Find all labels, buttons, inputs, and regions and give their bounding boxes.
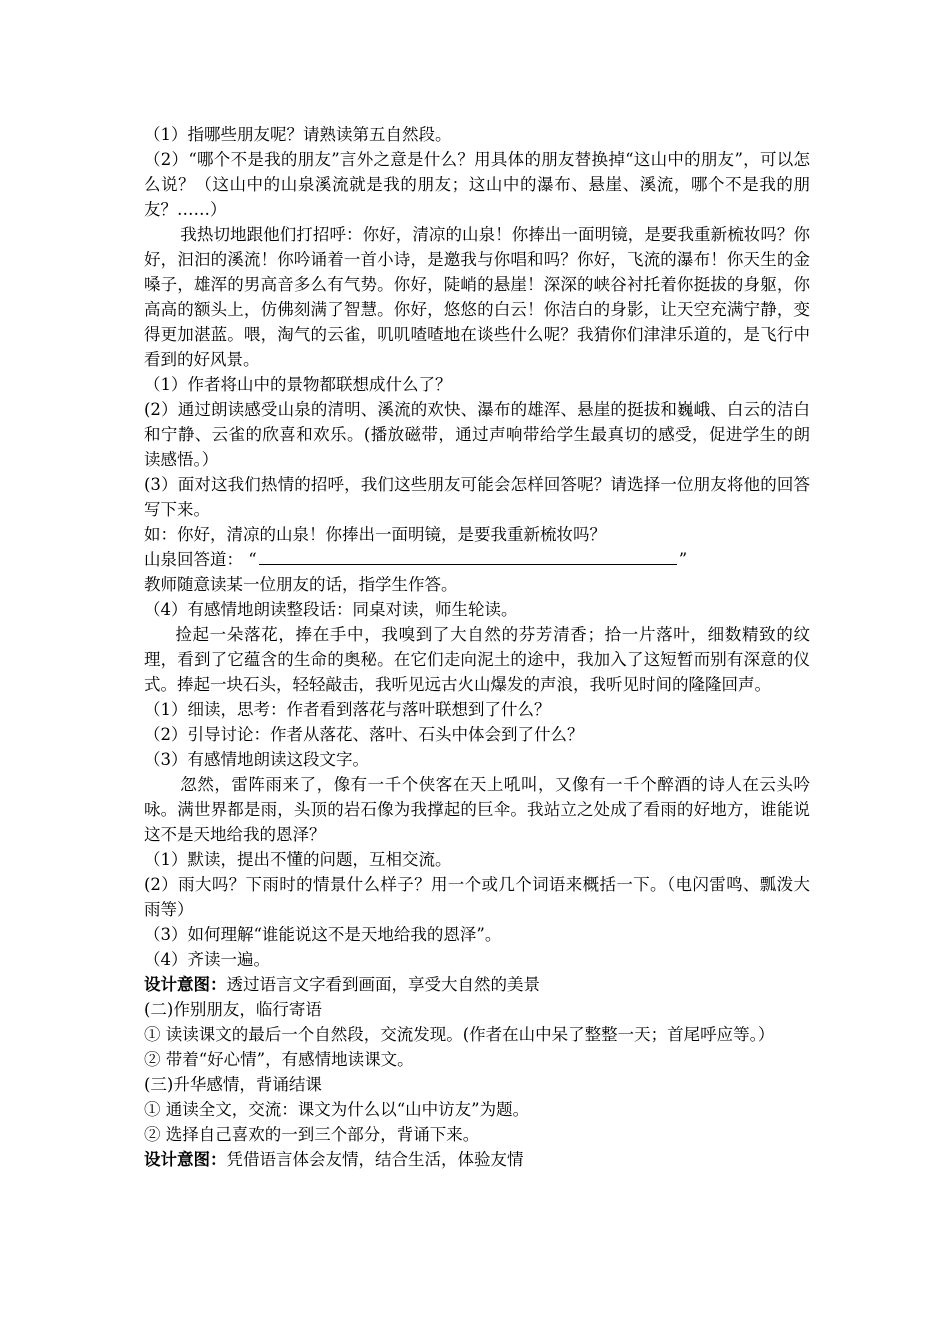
passage-greetings: 我热切地跟他们打招呼：你好，清凉的山泉！你捧出一面明镜，是要我重新梳妆吗？你好，汩汩的溪流！你吟诵着一首小诗，是邀我与你唱和吗？你好，飞流的瀑布！你天生的金嗓子，雄浑的男高音多么有气势。你好，陡峭的悬崖！深深的峡谷衬托着你挺拔的身躯，你高高的额头上，仿佛刻满了智慧。你好，悠悠的白云！你洁白的身影，让天空充满宁静，变得更加湛蓝。喂，淘气的云雀，叽叽喳喳地在谈些什么呢？我猜你们津津乐道的，是飞行中看到的好风景。 <box>144 225 810 369</box>
design-intent-label: 设计意图： <box>144 1150 227 1169</box>
question-1-2: （2）“哪个不是我的朋友”言外之意是什么？用具体的朋友替换掉“这山中的朋友”，可以怎么说？（这山中的山泉溪流就是我的朋友；这山中的瀑布、悬崖、溪流，哪个不是我的朋友？……） <box>144 150 810 219</box>
passage-fallen-flowers: 捡起一朵落花，捧在手中，我嗅到了大自然的芬芳清香；拾一片落叶，细数精致的纹理，看到了它蕴含的生命的奥秘。在它们走向泥土的途中，我加入了这短暂而别有深意的仪式。捧起一块石头，轻轻敲击，我听见远古火山爆发的声浪，我听见时间的隆隆回声。 <box>144 625 810 694</box>
question-1-1: （1）指哪些朋友呢？请熟读第五自然段。 <box>144 125 452 144</box>
section-2-title: (二)作别朋友，临行寄语 <box>144 1000 322 1019</box>
passage-thunderstorm: 忽然，雷阵雨来了，像有一千个侠客在天上吼叫，又像有一千个醉酒的诗人在云头吟咏。满世界都是雨，头顶的岩石像为我撑起的巨伞。我站立之处成了看雨的好地方，谁能说这不是天地给我的恩泽？ <box>144 775 810 844</box>
example-line: 如：你好，清凉的山泉！你捧出一面明镜，是要我重新梳妆吗？ <box>144 525 606 544</box>
question-3-1: （1）细读，思考：作者看到落花与落叶联想到了什么？ <box>144 700 551 719</box>
answer-prefix: 山泉回答道： “ <box>144 550 257 569</box>
section-3-title: (三)升华感情，背诵结课 <box>144 1075 322 1094</box>
answer-suffix: ” <box>678 550 688 569</box>
answer-line <box>144 547 810 572</box>
question-2-2: (2）通过朗读感受山泉的清明、溪流的欢快、瀑布的雄浑、悬崖的挺拔和巍峨、白云的洁白和宁静、云雀的欣喜和欢乐。(播放磁带，通过声响带给学生最真切的感受，促进学生的朗读感悟。） <box>144 400 810 469</box>
question-4-4: （4）齐读一遍。 <box>144 950 270 969</box>
question-4-3: （3）如何理解“谁能说这不是天地给我的恩泽”。 <box>144 925 502 944</box>
question-2-4: （4）有感情地朗读整段话：同桌对读，师生轮读。 <box>144 600 518 619</box>
question-3-3: （3）有感情地朗读这段文字。 <box>144 750 369 769</box>
design-intent-text: 凭借语言体会友情，结合生活，体验友情 <box>226 1150 524 1169</box>
section-3-item-2: ② 选择自己喜欢的一到三个部分，背诵下来。 <box>144 1125 480 1144</box>
teacher-note: 教师随意读某一位朋友的话，指学生作答。 <box>144 575 458 594</box>
design-intent-text: 透过语言文字看到画面，享受大自然的美景 <box>226 975 540 994</box>
answer-blank[interactable] <box>259 548 677 565</box>
question-4-1: （1）默读，提出不懂的问题，互相交流。 <box>144 850 452 869</box>
document-page <box>144 122 810 1172</box>
section-2-item-1: ① 读读课文的最后一个自然段，交流发现。(作者在山中呆了整整一天；首尾呼应等。） <box>144 1025 775 1044</box>
section-3-item-1: ① 通读全文，交流：课文为什么以“山中访友”为题。 <box>144 1100 530 1119</box>
design-intent-2 <box>144 1147 810 1172</box>
question-2-3: (3）面对这我们热情的招呼，我们这些朋友可能会怎样回答呢？请选择一位朋友将他的回答写下来。 <box>144 475 810 519</box>
section-2-item-2: ② 带着“好心情”，有感情地读课文。 <box>144 1050 414 1069</box>
design-intent-1 <box>144 972 810 997</box>
question-3-2: （2）引导讨论：作者从落花、落叶、石头中体会到了什么？ <box>144 725 584 744</box>
design-intent-label: 设计意图： <box>144 975 227 994</box>
question-2-1: （1）作者将山中的景物都联想成什么了？ <box>144 375 452 394</box>
question-4-2: (2）雨大吗？下雨时的情景什么样子？用一个或几个词语来概括一下。（电闪雷鸣、瓢泼大雨等） <box>144 875 810 919</box>
